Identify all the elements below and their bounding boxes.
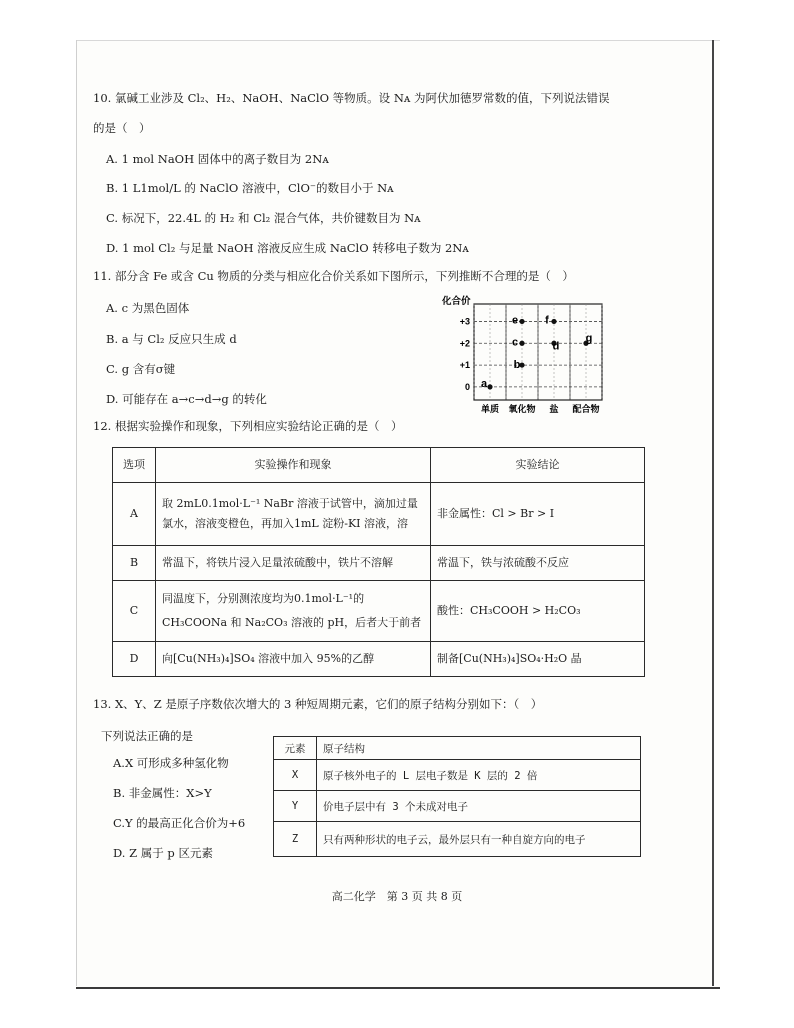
chart-point-a	[487, 384, 492, 389]
chart-x-label: 氧化物	[508, 404, 536, 414]
q12-row-c-option: C	[113, 581, 156, 642]
q12-row-b-option: B	[113, 546, 156, 581]
chart-y-title: 化合价	[442, 296, 471, 307]
chart-x-label: 盐	[549, 404, 559, 414]
q12-row-c	[113, 581, 645, 642]
chart-x-label: 单质	[480, 404, 500, 414]
q10-option-d: D. 1 mol Cl₂ 与足量 NaOH 溶液反应生成 NaClO 转移电子数为 2Nᴀ	[106, 241, 469, 255]
q12-row-c-op-line1: 同温度下，分别测浓度均为0.1mol·L⁻¹的	[162, 592, 365, 605]
q11-stem: 11. 部分含 Fe 或含 Cu 物质的分类与相应化合价关系如下图所示，下列推断不合理的是（ ）	[93, 269, 574, 283]
q13-option-a: A.X 可形成多种氢化物	[113, 756, 229, 770]
chart-point-label-e: e	[511, 314, 519, 327]
paper-left-edge	[76, 40, 77, 986]
q11-option-c: C. g 含有σ键	[106, 362, 176, 376]
chart-point-e	[519, 319, 524, 324]
q13-header-row	[274, 737, 641, 760]
q13-stem: 13. X、Y、Z 是原子序数依次增大的 3 种短周期元素，它们的原子结构分别如下：（ ）	[93, 697, 543, 711]
chart-point-label-f: f	[545, 314, 549, 327]
chart-grid	[474, 304, 602, 400]
q12-row-a	[113, 483, 645, 546]
chart-point-label-d: d	[552, 340, 560, 353]
q13-option-b: B. 非金属性：X>Y	[113, 786, 212, 800]
q12-row-c-op-line2: CH₃COONa 和 Na₂CO₃ 溶液的 pH，后者大于前者	[162, 616, 422, 629]
page-footer: 高二化学 第 3 页 共 8 页	[331, 890, 463, 903]
q12-row-b-operation: 常温下，将铁片浸入足量浓硫酸中，铁片不溶解	[156, 546, 431, 581]
q10-stem-line2: 的是（ ）	[93, 121, 151, 135]
chart-y-tick-label: +2	[459, 338, 470, 349]
chart-point-f	[551, 319, 556, 324]
q11-option-b: B. a 与 Cl₂ 反应只生成 d	[106, 332, 237, 346]
q12-row-a-option: A	[113, 483, 156, 546]
q11-option-a: A. c 为黑色固体	[106, 301, 190, 315]
q12-row-d-operation: 向[Cu(NH₃)₄]SO₄ 溶液中加入 95%的乙醇	[156, 642, 431, 677]
chart-x-labels	[481, 403, 600, 414]
q12-stem: 12. 根据实验操作和现象，下列相应实验结论正确的是（ ）	[93, 419, 403, 433]
q13-row-x-structure: 原子核外电子的 L 层电子数是 K 层的 2 倍	[317, 760, 641, 791]
q12-row-a-conclusion: 非金属性：Cl > Br > I	[431, 483, 645, 546]
q13-row-y-element: Y	[274, 791, 317, 822]
chart-y-tick-label: +3	[459, 316, 470, 327]
q12-row-a-op-line1: 取 2mL0.1mol·L⁻¹ NaBr 溶液于试管中，滴加过量	[162, 497, 418, 510]
q12-row-b	[113, 546, 645, 581]
valence-chart	[440, 292, 610, 416]
q13-option-d: D. Z 属于 p 区元素	[113, 846, 213, 860]
q12-row-c-conclusion: 酸性：CH₃COOH > H₂CO₃	[431, 581, 645, 642]
chart-point-label-g: g	[585, 332, 593, 345]
q12-row-d-option: D	[113, 642, 156, 677]
q12-row-c-operation	[156, 581, 431, 642]
paper-right-edge	[712, 40, 714, 986]
q13-row-z	[274, 822, 641, 857]
q12-header-option: 选项	[113, 448, 156, 483]
q13-row-x-element: X	[274, 760, 317, 791]
q13-header-element: 元素	[274, 737, 317, 760]
q13-row-z-structure: 只有两种形状的电子云，最外层只有一种自旋方向的电子	[317, 822, 641, 857]
q11-option-d: D. 可能存在 a→c→d→g 的转化	[106, 392, 267, 406]
q12-row-b-conclusion: 常温下，铁与浓硫酸不反应	[431, 546, 645, 581]
q12-row-d-conclusion: 制备[Cu(NH₃)₄]SO₄·H₂O 晶	[431, 642, 645, 677]
chart-point-label-c: c	[511, 336, 519, 349]
q12-row-a-op-line2: 氯水，溶液变橙色，再加入1mL 淀粉-KI 溶液，溶	[162, 517, 409, 530]
q12-header-operation: 实验操作和现象	[156, 448, 431, 483]
q10-option-c: C. 标况下，22.4L 的 H₂ 和 Cl₂ 混合气体，共价键数目为 Nᴀ	[106, 211, 421, 225]
q13-option-c: C.Y 的最高正化合价为+6	[113, 816, 246, 830]
q10-stem-line1: 10. 氯碱工业涉及 Cl₂、H₂、NaOH、NaClO 等物质。设 Nᴀ 为阿伏加德罗常数的值，下列说法错误	[93, 91, 610, 105]
q13-sub-stem: 下列说法正确的是	[101, 729, 193, 743]
q12-header-conclusion: 实验结论	[431, 448, 645, 483]
chart-y-ticks	[460, 316, 470, 391]
q13-row-x	[274, 760, 641, 791]
q12-table	[112, 447, 645, 677]
q13-row-y-structure: 价电子层中有 3 个未成对电子	[317, 791, 641, 822]
q13-table	[273, 736, 641, 857]
q13-row-y	[274, 791, 641, 822]
chart-y-tick-label: +1	[459, 360, 470, 371]
q12-header-row	[113, 448, 645, 483]
q13-row-z-element: Z	[274, 822, 317, 857]
chart-y-tick-label: 0	[464, 381, 470, 392]
chart-points	[481, 314, 592, 389]
chart-x-label: 配合物	[572, 404, 600, 414]
chart-point-c	[519, 341, 524, 346]
q12-row-a-operation	[156, 483, 431, 546]
q12-row-d	[113, 642, 645, 677]
chart-point-label-a: a	[480, 377, 488, 390]
q10-option-b: B. 1 L1mol/L 的 NaClO 溶液中，ClO⁻的数目小于 Nᴀ	[106, 181, 394, 195]
q13-header-structure: 原子结构	[317, 737, 641, 760]
q10-option-a: A. 1 mol NaOH 固体中的离子数目为 2Nᴀ	[106, 152, 329, 166]
chart-point-label-b: b	[513, 359, 521, 372]
